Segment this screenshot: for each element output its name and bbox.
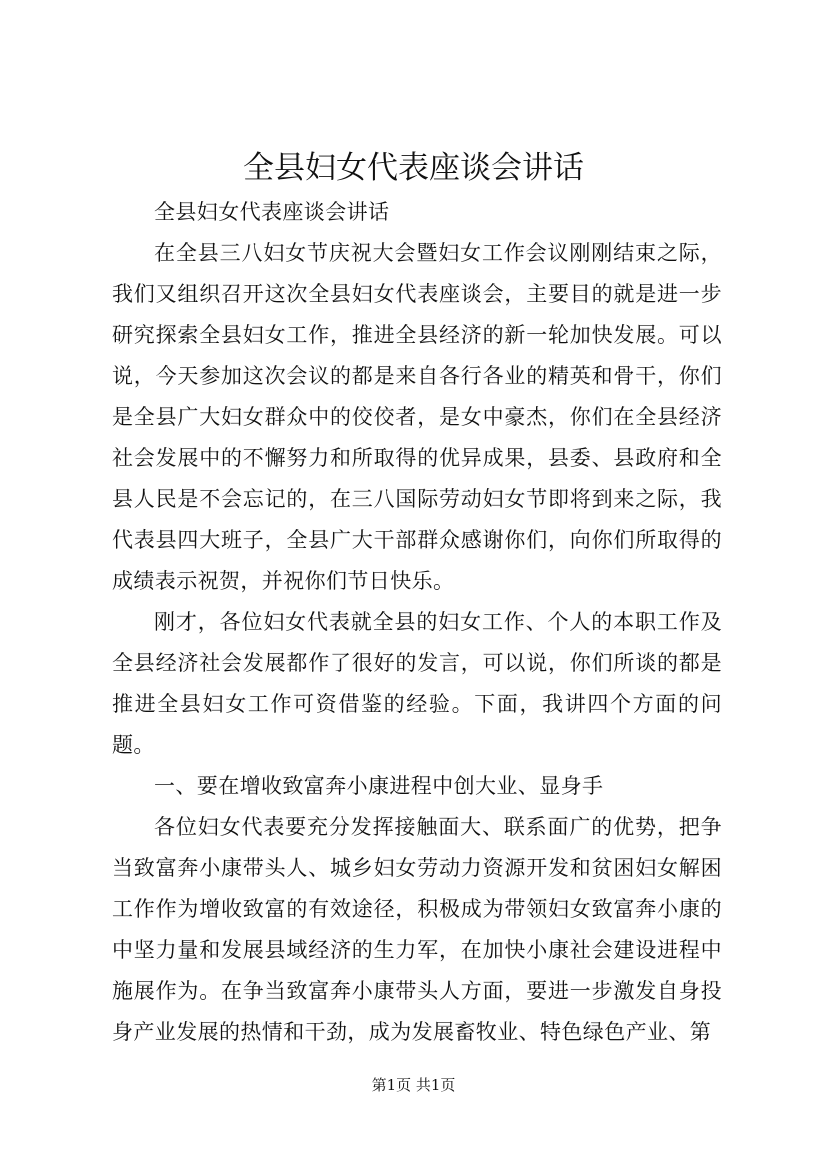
document-body	[112, 192, 722, 1053]
paragraph-transition: 刚才，各位妇女代表就全县的妇女工作、个人的本职工作及全县经济社会发展都作了很好的发言，可以说，你们所谈的都是推进全县妇女工作可资借鉴的经验。下面，我讲四个方面的问题。	[112, 610, 722, 757]
paragraph-section-1: 各位妇女代表要充分发挥接触面大、联系面广的优势，把争当致富奔小康带头人、城乡妇女劳动力资源开发和贫困妇女解困工作作为增收致富的有效途径，积极成为带领妇女致富奔小康的中坚力量和发展县域经济的生力军，在加快小康社会建设进程中施展作为。在争当致富奔小康带头人方面，要进一步激发自身投身产业发展的热情和干劲，成为发展畜牧业、特色绿色产业、第	[112, 815, 722, 1044]
page-footer: 第1页 共1页	[371, 1076, 456, 1094]
paragraph-heading: 全县妇女代表座谈会讲话	[154, 200, 390, 224]
section-heading-1: 一、要在增收致富奔小康进程中创大业、显身手	[154, 774, 604, 798]
paragraph-intro: 在全县三八妇女节庆祝大会暨妇女工作会议刚刚结束之际，我们又组织召开这次全县妇女代表座谈会，主要目的就是进一步研究探索全县妇女工作，推进全县经济的新一轮加快发展。可以说，今天参加这次会议的都是来自各行各业的精英和骨干，你们是全县广大妇女群众中的佼佼者，是女中豪杰，你们在全县经济社会发展中的不懈努力和所取得的优异成果，县委、县政府和全县人民是不会忘记的，在三八国际劳动妇女节即将到来之际，我代表县四大班子，全县广大干部群众感谢你们，向你们所取得的成绩表示祝贺，并祝你们节日快乐。	[112, 241, 722, 593]
document-title: 全县妇女代表座谈会讲话	[243, 150, 584, 186]
